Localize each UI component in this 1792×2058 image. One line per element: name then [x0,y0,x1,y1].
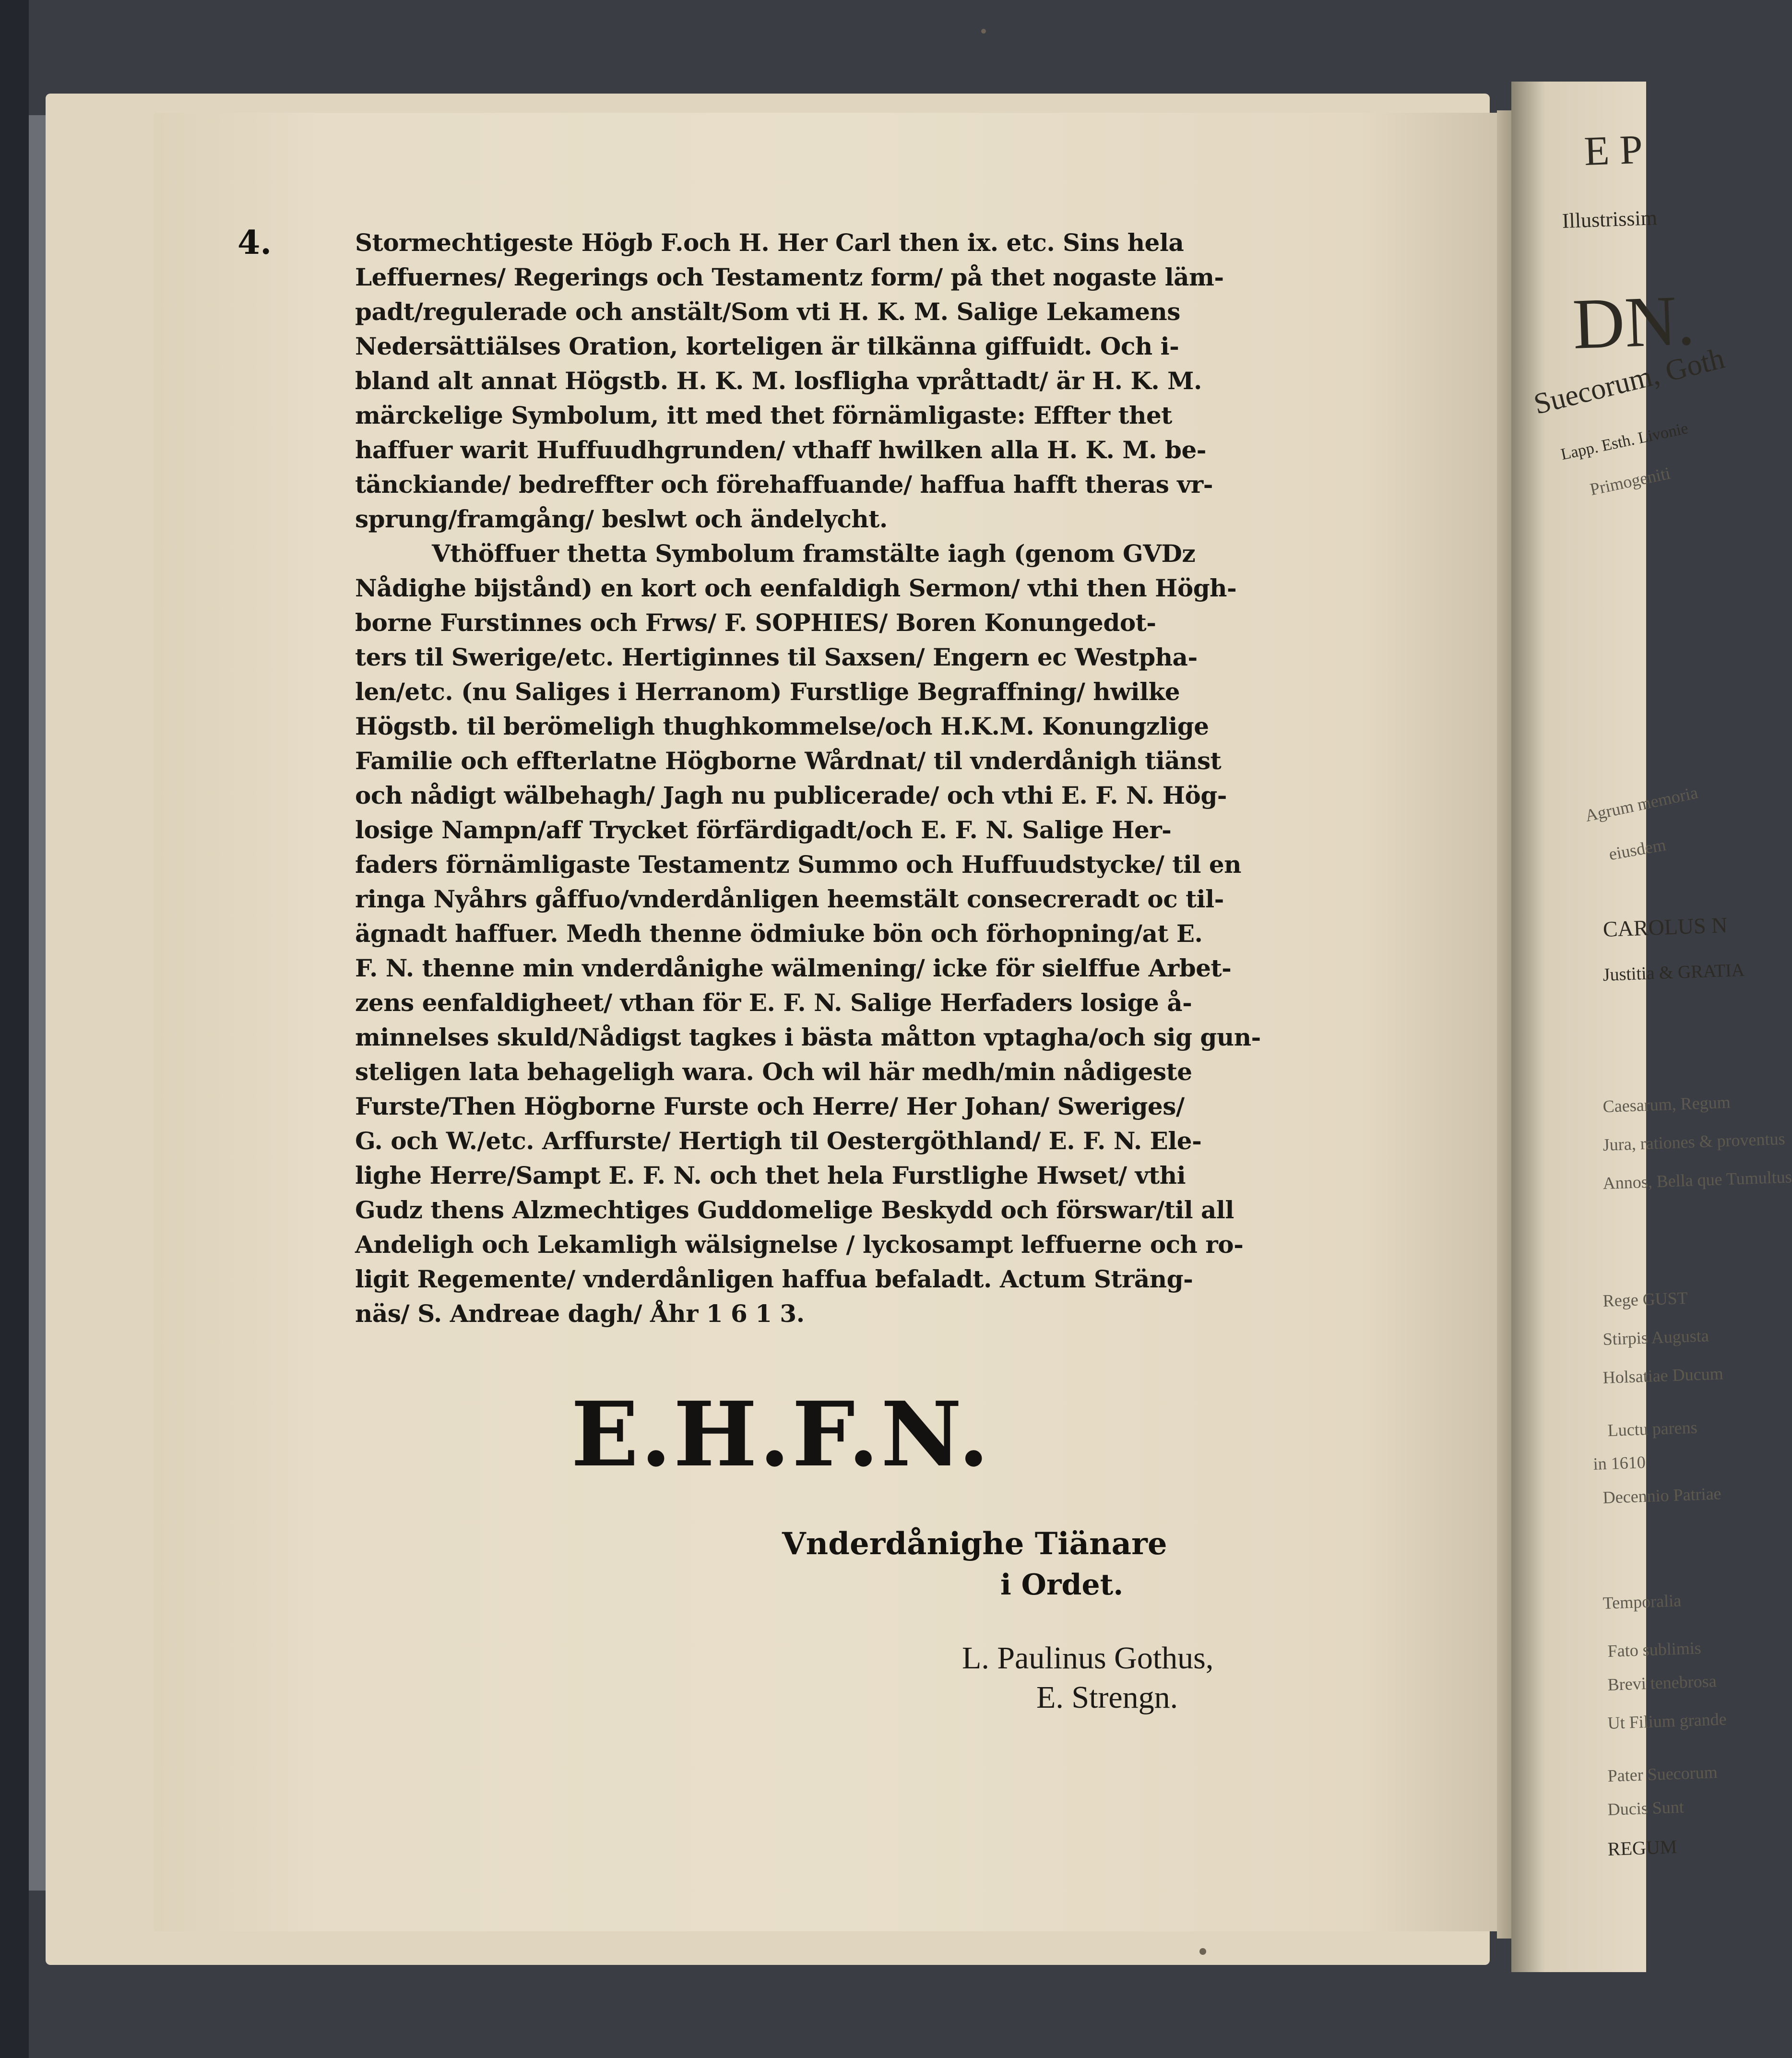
facing-page-line: DN. [1571,280,1696,364]
facing-page-line: Suecorum, Goth [1531,342,1728,421]
text-line: G. och W./etc. Arffurste/ Hertigh til Oestergöthland/ E. F. N. Ele- [355,1127,1202,1155]
text-line: tänckiande/ bedreffter och förehaffuande/ haffua hafft theras vr- [355,470,1213,499]
facing-page-line: Illustrissim [1562,206,1658,233]
facing-page-line: Stirpis Augusta [1602,1326,1709,1349]
text-line: bland alt annat Högstb. H. K. M. losfligha vpråttadt/ är H. K. M. [355,367,1202,395]
text-line: losige Nampn/aff Trycket förfärdigadt/och E. F. N. Salige Her- [355,816,1172,844]
facing-page-line: Agrum memoria [1583,783,1700,826]
text-line: F. N. thenne min vnderdånighe wälmening/ icke för sielffue Arbet- [355,954,1232,982]
body-text [355,226,1367,1331]
text-line: Stormechtigeste Högb F.och H. Her Carl then ix. etc. Sins hela [355,228,1184,257]
author-place: E. Strengn. [1036,1680,1178,1715]
facing-page-line: eiusdem [1607,835,1668,864]
text-line: sprung/framgång/ beslwt och ändelycht. [355,505,888,533]
text-line: Högstb. til berömeligh thughkommelse/och H.K.M. Konungzlige [355,712,1209,740]
text-line: haffuer warit Huffuudhgrunden/ vthaff hwilken alla H. K. M. be- [355,436,1207,464]
paper-speck [981,29,986,34]
text-line: ters til Swerige/etc. Hertiginnes til Saxsen/ Engern ec Westpha- [355,643,1198,671]
text-line: Nedersättiälses Oration, korteligen är tilkänna giffuidt. Och i- [355,332,1179,360]
author-signature: L. Paulinus Gothus, [962,1641,1214,1676]
facing-page-line: Decennio Patriae [1602,1484,1722,1507]
facing-page-line: Primogeniti [1588,463,1672,500]
closing-servant-continued: i Ordet. [1000,1568,1124,1602]
text-line: steligen lata behageligh wara. Och wil här medh/min nådigeste [355,1058,1192,1086]
text-line: Nådighe bijstånd) en kort och eenfaldigh Sermon/ vthi then Högh- [355,574,1237,602]
facing-page-line: Lapp. Esth. Livonie [1559,419,1690,464]
text-line: ligit Regemente/ vnderdånligen haffua befaladt. Actum Sträng- [355,1265,1193,1293]
dedicatee-initials: E.H.F.N. [571,1382,991,1487]
facing-page-line: REGUM [1607,1835,1677,1860]
text-line: Gudz thens Alzmechtiges Guddomelige Beskydd och förswar/til all [355,1196,1234,1224]
text-line: zens eenfaldigheet/ vthan för E. F. N. Salige Herfaders losige å- [355,988,1192,1017]
text-line: len/etc. (nu Saliges i Herranom) Furstlige Begraffning/ hwilke [355,678,1180,706]
facing-page-line: Justitia & GRATIA [1602,960,1745,985]
text-line: Leffuernes/ Regerings och Testamentz form/ på thet nogaste läm- [355,263,1224,291]
text-line: minnelses skuld/Nådigst tagkes i bästa måtton vptagha/och sig gun- [355,1023,1261,1051]
facing-page-line: Annos, Bella que Tumultus [1602,1167,1792,1193]
facing-page-line: CAROLUS N [1602,912,1728,941]
text-line: Familie och effterlatne Högborne Wårdnat/ til vnderdånigh tiänst [355,747,1222,775]
facing-page-line: Jura, rationes & proventus [1602,1129,1786,1154]
text-line: och nådigt wälbehagh/ Jagh nu publicerade/ och vthi E. F. N. Hög- [355,781,1227,809]
facing-page-line: Brevi tenebrosa [1607,1671,1717,1694]
text-line: lighe Herre/Sampt E. F. N. och thet hela Furstlighe Hwset/ vthi [355,1161,1186,1190]
text-line: Furste/Then Högborne Furste och Herre/ Her Johan/ Sweriges/ [355,1092,1185,1120]
text-line: borne Furstinnes och Frws/ F. SOPHIES/ Boren Konungedot- [355,608,1156,637]
facing-page-line: Luctu parens [1607,1417,1698,1440]
facing-page-line: E P [1583,126,1644,174]
text-line: Andeligh och Lekamligh wälsignelse / lyckosampt leffuerne och ro- [355,1230,1244,1259]
facing-page-line: Ut Filium grande [1607,1709,1727,1733]
paper-speck [1199,1948,1206,1955]
text-line: märckelige Symbolum, itt med thet förnämligaste: Effter thet [355,401,1172,429]
text-line: padt/regulerade och anstält/Som vti H. K. M. Salige Lekamens [355,297,1180,326]
text-line: faders förnämligaste Testamentz Summo och Huffuudstycke/ til en [355,850,1242,879]
page-signature-mark: 4. [237,224,272,262]
text-line: ringa Nyåhrs gåffuo/vnderdånligen heemstält consecreradt oc til- [355,885,1224,913]
text-line: ägnadt haffuer. Medh thenne ödmiuke bön och förhopning/at E. [355,919,1203,948]
facing-page [1511,82,1792,1972]
closing-servant: Vnderdånighe Tiänare [782,1526,1167,1562]
text-line: näs/ S. Andreae dagh/ Åhr 1 6 1 3. [355,1299,805,1328]
facing-page-line: Pater Suecorum [1607,1762,1718,1785]
text-line: Vthöffuer thetta Symbolum framstälte iagh (genom GVDz [432,539,1196,568]
facing-page-line: Rege GUST [1602,1288,1688,1310]
facing-page-line: Fato sublimis [1607,1638,1702,1661]
facing-page-line: Ducis Sunt [1607,1797,1685,1819]
facing-page-line: Caesarum, Regum [1602,1092,1731,1116]
facing-page-line: Temporalia [1602,1591,1682,1613]
book-cover-edge [0,0,29,2058]
facing-page-line: Holsatiae Ducum [1602,1364,1724,1387]
facing-page-line: in 1610 [1593,1452,1646,1474]
